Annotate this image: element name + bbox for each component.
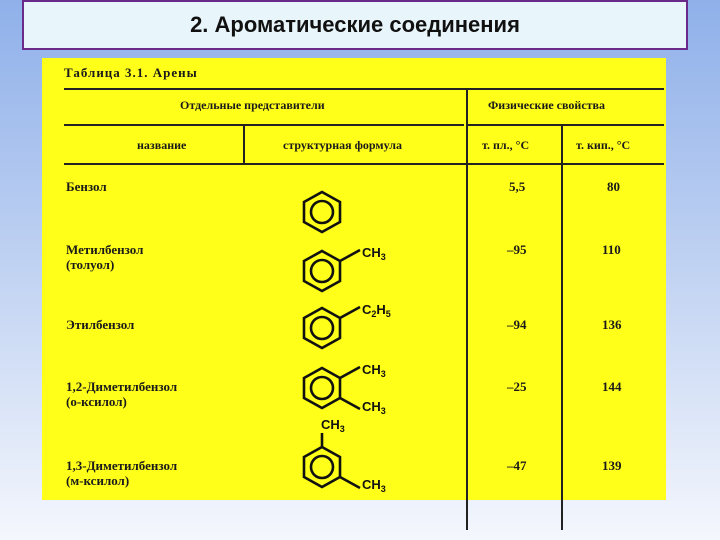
meta-xylene-formula bbox=[42, 58, 666, 500]
row-1-melting-point: 5,5 bbox=[509, 179, 526, 194]
svg-text:CH3: $CH_3$ bbox=[362, 245, 386, 262]
row-2-name-alt: (толуол) bbox=[66, 257, 115, 272]
svg-text:CH3: $CH_3$ bbox=[362, 362, 386, 379]
arenes-table bbox=[42, 58, 666, 500]
row-4-boiling-point: 144 bbox=[602, 379, 622, 394]
column-header-melting-point: т. пл., °C bbox=[482, 138, 530, 152]
row-2-name: Метилбензол bbox=[66, 242, 144, 257]
row-3-boiling-point: 136 bbox=[602, 317, 622, 332]
svg-text:C2H5: $C_2H_5$ bbox=[362, 302, 391, 319]
row-1-name: Бензол bbox=[66, 179, 107, 194]
slide-title-box bbox=[22, 0, 688, 50]
table-caption: Таблица 3.1. Арены bbox=[64, 65, 198, 80]
group-header-representatives: Отдельные представители bbox=[180, 98, 325, 112]
row-4-name: 1,2-Диметилбензол bbox=[66, 379, 178, 394]
row-4-melting-point: –25 bbox=[507, 379, 527, 394]
slide-title: 2. Ароматические соединения bbox=[190, 12, 520, 37]
row-3-name: Этилбензол bbox=[66, 317, 135, 332]
column-header-formula: структурная формула bbox=[283, 138, 403, 152]
row-5-name: 1,3-Диметилбензол bbox=[66, 458, 178, 473]
svg-text:CH3: $CH_3$ bbox=[362, 399, 386, 416]
row-1-boiling-point: 80 bbox=[607, 179, 620, 194]
row-2-boiling-point: 110 bbox=[602, 242, 621, 257]
row-5-boiling-point: 139 bbox=[602, 458, 622, 473]
svg-text:CH3: $CH_3$ bbox=[321, 417, 345, 434]
row-5-melting-point: –47 bbox=[507, 458, 527, 473]
row-4-name-alt: (о-ксилол) bbox=[66, 394, 127, 409]
row-2-melting-point: –95 bbox=[507, 242, 527, 257]
group-header-physical-properties: Физические свойства bbox=[488, 98, 606, 112]
column-header-name: название bbox=[137, 138, 187, 152]
row-3-melting-point: –94 bbox=[507, 317, 527, 332]
column-header-boiling-point: т. кип., °C bbox=[576, 138, 631, 152]
row-5-name-alt: (м-ксилол) bbox=[66, 473, 130, 488]
svg-text:CH3: $CH_3$ bbox=[362, 477, 386, 494]
